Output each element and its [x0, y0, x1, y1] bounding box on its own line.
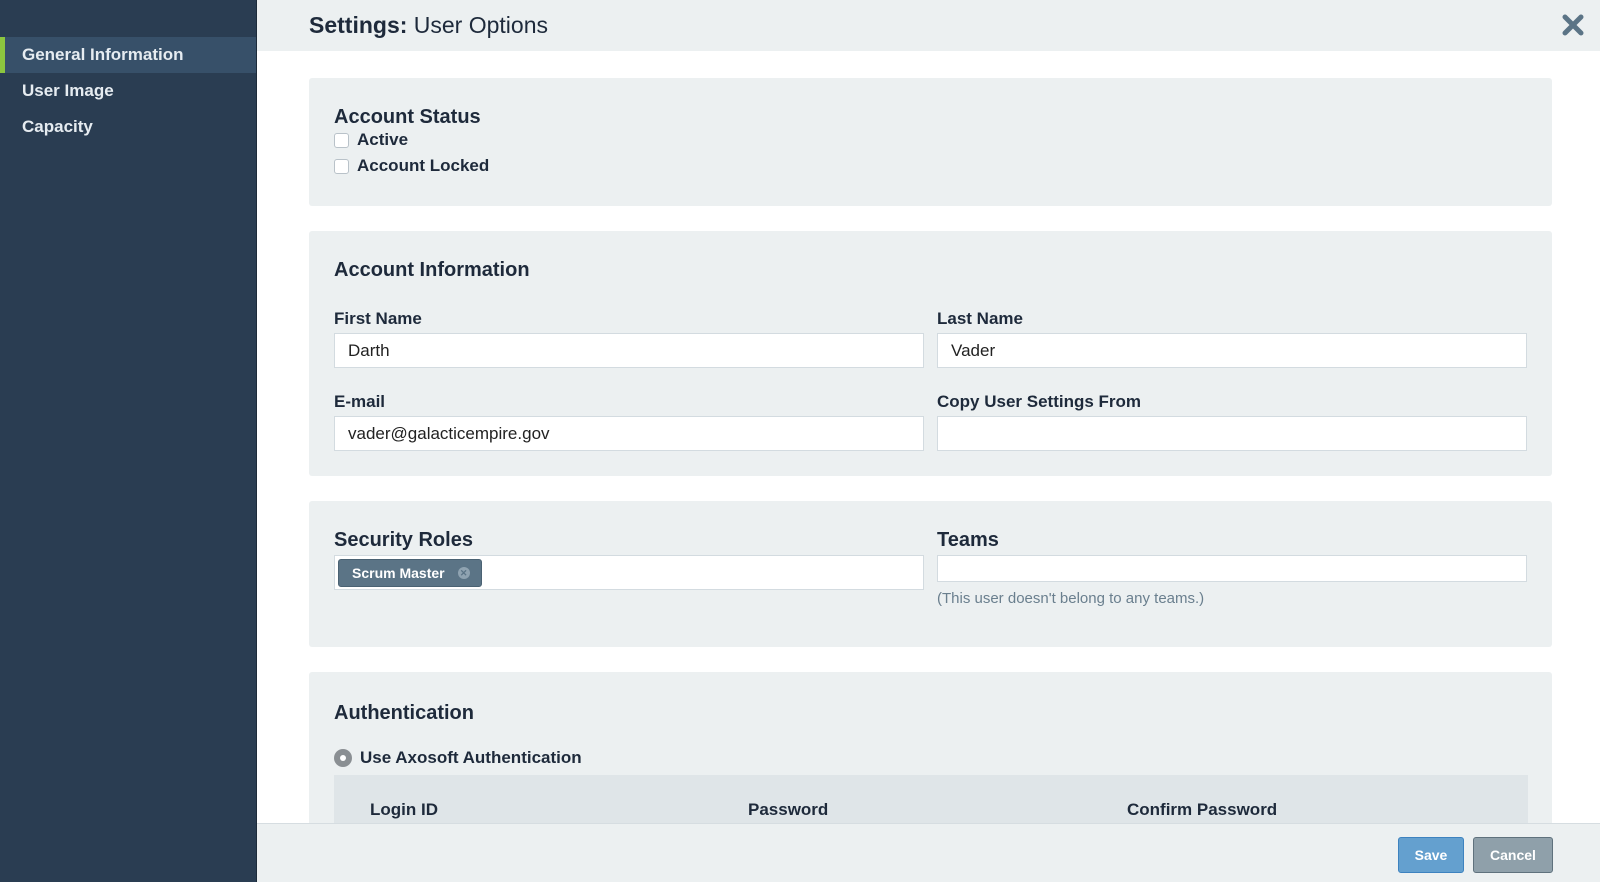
account-information-panel: [309, 231, 1552, 476]
axosoft-auth-label: Use Axosoft Authentication: [360, 748, 582, 767]
email-label: E-mail: [334, 392, 386, 411]
page-title: [309, 12, 548, 39]
sidebar-item-general-information[interactable]: General Information: [0, 37, 256, 73]
active-checkbox[interactable]: [334, 133, 349, 148]
account-information-heading: Account Information: [334, 259, 530, 281]
account-locked-checkbox[interactable]: [334, 159, 349, 174]
footer: [257, 823, 1600, 882]
security-roles-input[interactable]: [334, 555, 924, 590]
sidebar-item-capacity[interactable]: Capacity: [22, 117, 93, 136]
authentication-heading: Authentication: [334, 702, 474, 724]
account-status-heading: Account Status: [334, 106, 481, 128]
security-roles-heading: Security Roles: [334, 529, 473, 551]
page-title-main: User Options: [407, 12, 548, 38]
last-name-label: Last Name: [937, 309, 1023, 328]
close-icon: [1560, 12, 1586, 38]
settings-content[interactable]: [257, 51, 1600, 823]
authentication-panel: [309, 672, 1552, 823]
teams-input[interactable]: [937, 555, 1527, 582]
remove-tag-icon[interactable]: ✕: [458, 567, 470, 579]
sidebar-item-user-image[interactable]: User Image: [22, 81, 114, 100]
sidebar-nav: [0, 37, 256, 145]
sidebar: [0, 0, 257, 882]
roles-panel: [309, 501, 1552, 647]
account-locked-label: Account Locked: [357, 156, 490, 175]
close-button[interactable]: [1560, 12, 1586, 38]
teams-hint: (This user doesn't belong to any teams.): [937, 590, 1205, 607]
credentials-panel: [334, 775, 1528, 823]
axosoft-auth-option[interactable]: [334, 748, 582, 768]
teams-heading: Teams: [937, 529, 999, 551]
account-locked-option[interactable]: [334, 156, 489, 176]
header: [257, 0, 1600, 51]
active-label: Active: [357, 130, 409, 149]
save-button[interactable]: Save: [1398, 837, 1464, 873]
password-label: Password: [748, 800, 829, 819]
email-input[interactable]: vader@galacticempire.gov: [334, 416, 924, 451]
first-name-label: First Name: [334, 309, 422, 328]
first-name-input[interactable]: Darth: [334, 333, 924, 368]
page-title-prefix: Settings:: [309, 12, 408, 38]
account-status-panel: [309, 78, 1552, 206]
copy-user-settings-label: Copy User Settings From: [937, 392, 1142, 411]
role-tag-label: Scrum Master: [352, 565, 445, 581]
role-tag-scrum-master: [338, 559, 482, 587]
last-name-input[interactable]: Vader: [937, 333, 1527, 368]
copy-user-settings-input[interactable]: [937, 416, 1527, 451]
cancel-button[interactable]: Cancel: [1473, 837, 1553, 873]
active-option[interactable]: [334, 130, 408, 150]
login-id-label: Login ID: [370, 800, 438, 819]
confirm-password-label: Confirm Password: [1127, 800, 1278, 819]
axosoft-auth-radio[interactable]: [334, 749, 352, 767]
